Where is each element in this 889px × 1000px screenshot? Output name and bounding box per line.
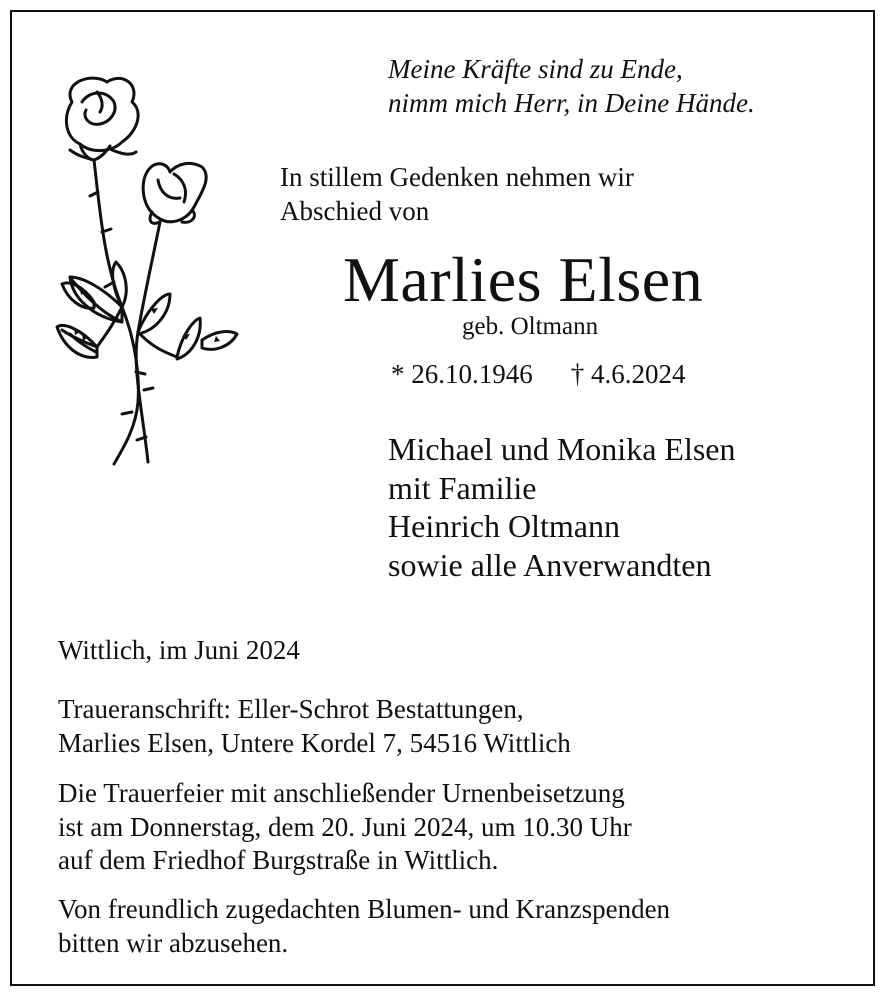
life-dates: [391, 357, 686, 391]
mourning-address: [58, 693, 571, 760]
intro-line-1: In stillem Gedenken nehmen wir: [280, 162, 634, 192]
mourner-line: Michael und Monika Elsen: [388, 431, 736, 467]
address-line-1: Traueranschrift: Eller-Schrot Bestattungen,: [58, 694, 524, 724]
flowers-line-2: bitten wir abzusehen.: [58, 927, 289, 958]
death-date: † 4.6.2024: [570, 359, 686, 389]
rose-icon: [52, 72, 242, 467]
mourner-line: sowie alle Anverwandten: [388, 546, 712, 583]
intro-text: [280, 160, 634, 228]
place-date: Wittlich, im Juni 2024: [58, 635, 300, 665]
birth-date: * 26.10.1946: [391, 359, 533, 389]
motto-verse: [388, 52, 755, 120]
ceremony-line-1: Die Trauerfeier mit anschließender Urnenbeisetzung: [58, 778, 625, 808]
deceased-name: Marlies Elsen: [343, 244, 704, 315]
mourner-line: mit Familie: [388, 469, 537, 506]
ceremony-info: [58, 777, 632, 878]
ceremony-line-3: auf dem Friedhof Burgstraße in Wittlich.: [58, 845, 499, 875]
mourners-list: [388, 430, 735, 584]
flowers-note: [58, 893, 670, 960]
intro-line-2: Abschied von: [280, 196, 430, 226]
motto-line-2: nimm mich Herr, in Deine Hände.: [388, 88, 755, 118]
maiden-name: geb. Oltmann: [462, 313, 599, 340]
flowers-line-1: Von freundlich zugedachten Blumen- und Kranzspenden: [58, 894, 671, 924]
motto-line-1: Meine Kräfte sind zu Ende,: [388, 54, 683, 84]
mourner-line: Heinrich Oltmann: [388, 508, 620, 544]
ceremony-line-2: ist am Donnerstag, dem 20. Juni 2024, um 10.30 Uhr: [58, 811, 632, 842]
address-line-2: Marlies Elsen, Untere Kordel 7, 54516 Wittlich: [58, 727, 571, 758]
